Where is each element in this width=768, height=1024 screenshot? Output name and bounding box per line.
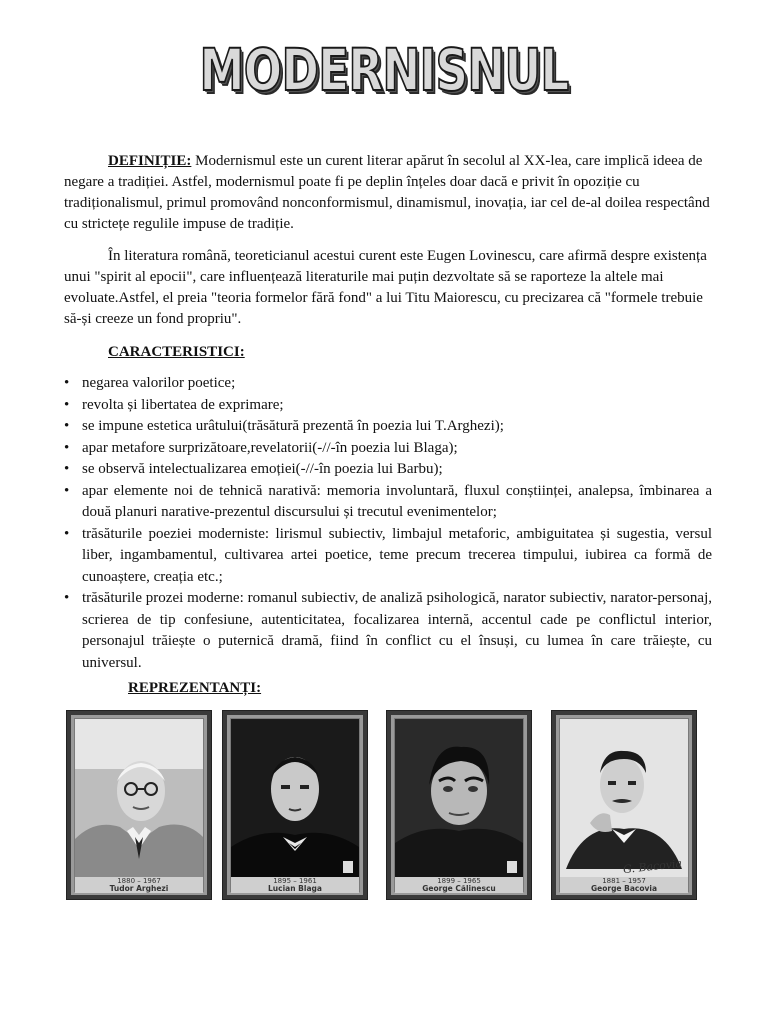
portrait-years: 1880 – 1967 xyxy=(117,877,161,885)
portrait-name: George Bacovia xyxy=(590,884,658,893)
list-item: • se observă intelectualizarea emoției(-//-în poezia lui Barbu); xyxy=(64,459,712,481)
definition-text-1: Modernismul este un curent literar apărut în secolul al XX-lea, care implică ideea de negare a tradiției. Astfel, modernismul poate fi pe deplin înțeles doar dacă e privit în opoziție cu tradiționalismul, primul promovând nonconformismul, xyxy=(64,153,703,211)
definition-paragraph xyxy=(64,151,712,235)
portrait-photo-calinescu xyxy=(395,719,523,877)
signature: G. Bacovia xyxy=(622,856,683,877)
representatives-heading: REPREZENTANȚI: xyxy=(128,680,262,696)
portrait-caption xyxy=(560,877,688,893)
list-item: • trăsăturile prozei moderne: romanul subiectiv, de analiză psihologică, narator subiectiv, narator-personaj, scrierea de tip confesiune, autenticitatea, focalizarea internă, accentul cade pe conflictul interior, personajul trăiește o puternică dramă, fiind în conflict cu el însuși, cu lumea în care trăiește, cu universul. xyxy=(64,588,712,674)
portrait-years: 1895 – 1961 xyxy=(273,877,317,885)
portrait-frame-bacovia xyxy=(551,710,697,900)
portrait-years: 1899 – 1965 xyxy=(437,877,481,885)
characteristics-heading: CARACTERISTICI: xyxy=(108,344,245,360)
list-item: • trăsăturile poeziei moderniste: lirismul subiectiv, limbajul metaforic, ambiguitatea și sugestia, versul liber, ingambamentul, cultivarea artei poetice, teme precum trecerea timpului, iubirea ca formă de cunoaștere, creația etc.; xyxy=(64,524,712,589)
definition-keyword: dinamismul xyxy=(396,195,468,211)
portrait-caption xyxy=(231,877,359,893)
list-item: • negarea valorilor poetice; xyxy=(64,373,712,395)
list-item: • revolta și libertatea de exprimare; xyxy=(64,395,712,417)
definition-text-2: , inovația, iar cel de-al doilea respectând cu strictețe regulile impuse de tradiție. xyxy=(64,195,710,232)
portrait-name: George Călinescu xyxy=(422,884,496,893)
portrait-frame-blaga xyxy=(222,710,368,900)
portrait-photo-arghezi xyxy=(75,719,203,877)
portrait-caption xyxy=(395,877,523,893)
definition-label: DEFINIȚIE: xyxy=(108,153,192,169)
list-item: • se impune estetica urâtului(trăsătură prezentă în poezia lui T.Arghezi); xyxy=(64,416,712,438)
portrait-frame-calinescu xyxy=(386,710,532,900)
portrait-photo-blaga xyxy=(231,719,359,877)
portrait-frame-arghezi xyxy=(66,710,212,900)
list-item: • apar elemente noi de tehnică narativă: memoria involuntară, fluxul conștiinței, analepsa, îmbinarea a două planuri narative-prezentul discursului și trecutul evenimentelor; xyxy=(64,481,712,524)
portrait-years: 1881 – 1957 xyxy=(602,877,646,885)
portrait-name: Tudor Arghezi xyxy=(109,884,169,893)
characteristics-list xyxy=(64,373,712,674)
page-title: MODERNISNUL xyxy=(199,36,569,104)
portrait-photo-bacovia xyxy=(560,719,688,877)
portrait-caption xyxy=(75,877,203,893)
lovinescu-paragraph: În literatura română, teoreticianul acestui curent este Eugen Lovinescu, care afirmă despre existența unui "spirit al epocii", care influențează literaturile mai puțin dezvoltate să se raporteze la altele mai evoluate.Astfel, el preia "teoria formelor fără fond" a lui Titu Maiorescu, cu precizarea că "formele trebuie să-și creeze un fond propriu". xyxy=(64,248,707,327)
list-item: • apar metafore surprizătoare,revelatorii(-//-în poezia lui Blaga); xyxy=(64,438,712,460)
portrait-gallery xyxy=(66,710,706,902)
portrait-name: Lucian Blaga xyxy=(268,884,322,893)
